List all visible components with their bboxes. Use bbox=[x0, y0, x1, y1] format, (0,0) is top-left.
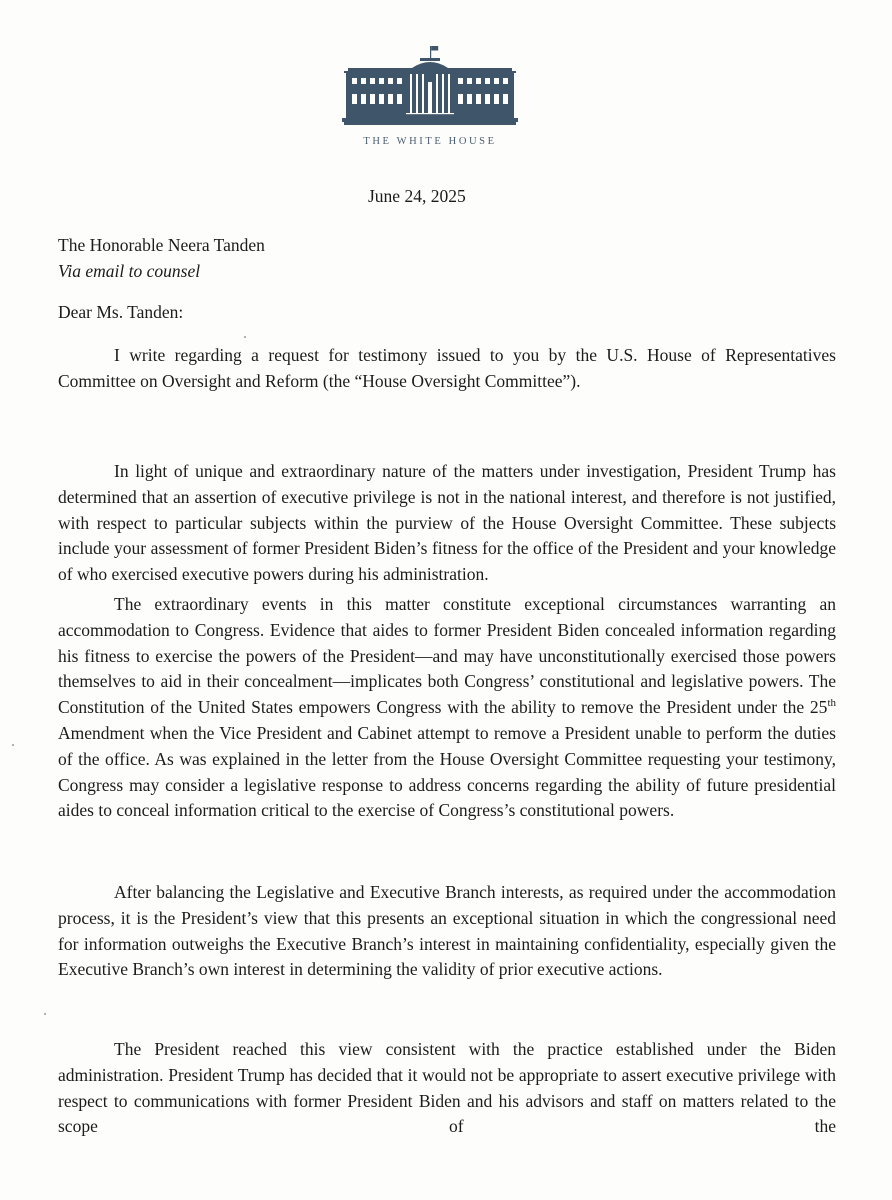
addressee-block bbox=[58, 232, 265, 284]
letter-date: June 24, 2025 bbox=[368, 186, 466, 206]
letterhead bbox=[330, 44, 530, 147]
paragraph-3 bbox=[58, 592, 836, 824]
salutation: Dear Ms. Tanden: bbox=[58, 302, 184, 322]
scan-speck bbox=[244, 336, 246, 338]
addressee-name: The Honorable Neera Tanden bbox=[58, 235, 265, 255]
ordinal-superscript: th bbox=[827, 697, 836, 710]
white-house-emblem-icon bbox=[342, 44, 518, 128]
paragraph-5: The President reached this view consistent with the practice established under the Biden administration. President Trump has decided that it would not be appropriate to assert executive privilege with respect to communications with former President Biden and his advisors and staff on matters related to the scope of the bbox=[58, 1039, 836, 1137]
letterhead-title: THE WHITE HOUSE bbox=[363, 136, 497, 147]
paragraph-4: After balancing the Legislative and Executive Branch interests, as required under the accommodation process, it is the President’s view that this presents an exceptional situation in which the congressional need for information outweighs the Executive Branch’s interest in maintaining confidentiality, especially given the Executive Branch’s own interest in determining the validity of prior executive actions. bbox=[58, 882, 836, 980]
paragraph-2: In light of unique and extraordinary nature of the matters under investigation, President Trump has determined that an assertion of executive privilege is not in the national interest, and therefore is not justified, with respect to particular subjects within the purview of the House Oversight Committee. These subjects include your assessment of former President Biden’s fitness for the office of the President and your knowledge of who exercised executive powers during his administration. bbox=[58, 461, 836, 585]
delivery-method: Via email to counsel bbox=[58, 261, 201, 281]
scan-speck bbox=[12, 744, 14, 746]
paragraph-3-part-2: Amendment when the Vice President and Cabinet attempt to remove a President unable to perform the duties of the office. As was explained in the letter from the House Oversight Committee requesting your testimony, Congress may consider a legislative response to address concerns regarding the ability of future presidential aides to conceal information critical to the exercise of Congress’s constitutional powers. bbox=[58, 722, 836, 821]
paragraph-3-part-1: The extraordinary events in this matter constitute exceptional circumstances warranting an accommodation to Congress. Evidence that aides to former President Biden concealed information regarding his fitness to exercise the powers of the President—and may have unconstitutionally exercised those powers themselves to aid in their concealment—implicates both Congress’ constitutional and legislative powers. The Constitution of the United States empowers Congress with the ability to remove the President under the 25 bbox=[58, 594, 836, 718]
scan-speck bbox=[44, 1013, 46, 1015]
paragraph-1: I write regarding a request for testimony issued to you by the U.S. House of Representatives Committee on Oversight and Reform (the “House Oversight Committee”). bbox=[58, 345, 836, 391]
